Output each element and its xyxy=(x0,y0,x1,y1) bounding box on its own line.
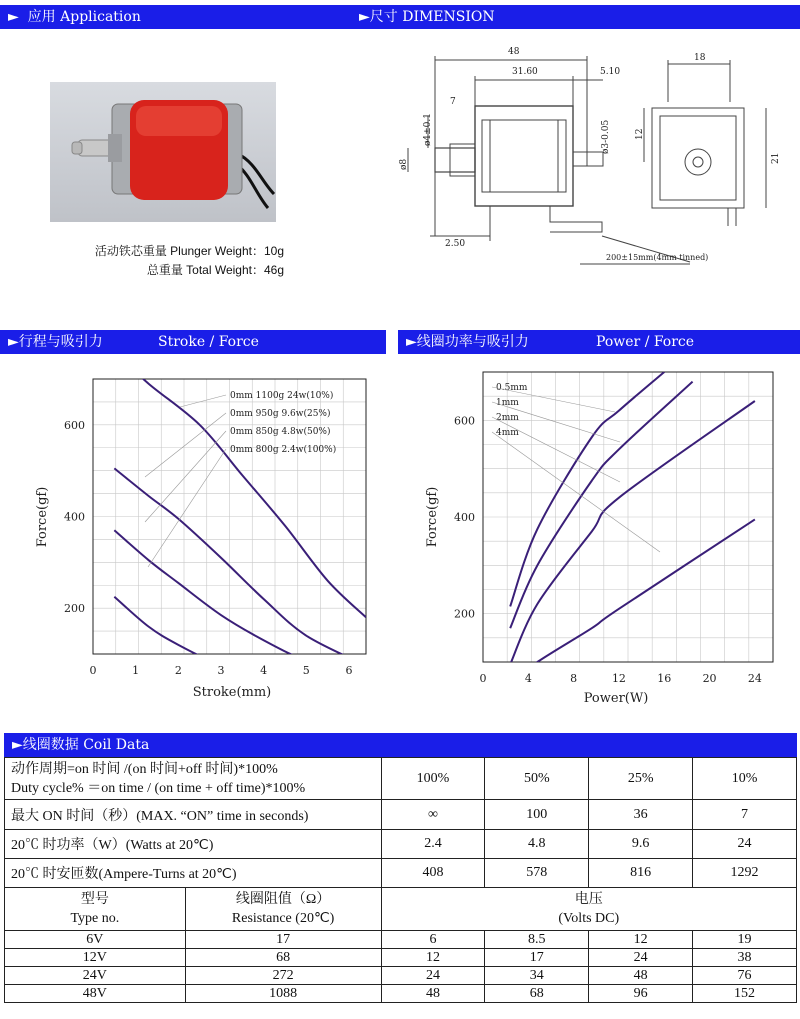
table-cell: 2.4 xyxy=(381,830,485,859)
power-force-grid xyxy=(483,372,773,662)
table-row xyxy=(5,931,797,949)
table-cell: 4.8 xyxy=(485,830,589,859)
x-tick-label: 2 xyxy=(174,664,182,677)
table-cell: 24 xyxy=(589,949,693,967)
stroke-force-grid xyxy=(93,379,366,654)
legend-entry-3: 0mm 850g 4.8w(50%) xyxy=(230,427,331,437)
power-force-header: ►线圈功率与吸引力 Power / Force xyxy=(398,330,800,354)
series-line-4 xyxy=(510,519,755,683)
stroke-force-xlabel: Stroke(mm) xyxy=(192,685,272,700)
table-cell: ∞ xyxy=(381,800,485,830)
dim-wire: 200±15mm(4mm tinned) xyxy=(606,253,709,262)
x-tick-label: 24 xyxy=(747,672,762,685)
table-cell: 10% xyxy=(693,758,797,800)
legend-entry-1: 0mm 1100g 24w(10%) xyxy=(230,391,334,401)
table-cell: 12 xyxy=(589,931,693,949)
legend-entry-2: 1mm xyxy=(496,398,519,408)
series-line-2 xyxy=(114,468,366,665)
table-row xyxy=(5,985,797,1003)
legend-leader-line xyxy=(492,432,660,552)
type-header-cn: 型号 xyxy=(80,892,109,907)
dimension-header: ►尺寸 DIMENSION xyxy=(351,5,800,29)
duty-cycle-row xyxy=(5,758,797,800)
x-tick-label: 8 xyxy=(570,672,578,685)
dim-31-60: 31.60 xyxy=(512,67,538,77)
table-row xyxy=(5,949,797,967)
dim-phi3: ø3-0.05 xyxy=(601,119,611,154)
table-cell: 1292 xyxy=(693,859,797,888)
y-tick-label: 600 xyxy=(64,418,85,432)
legend-leader-line xyxy=(180,395,226,407)
table-cell: 408 xyxy=(381,859,485,888)
table-cell: 68 xyxy=(485,985,589,1003)
stroke-force-header: ►行程与吸引力 Stroke / Force xyxy=(0,330,386,354)
table-cell: 25% xyxy=(589,758,693,800)
solenoid-illustration xyxy=(50,82,276,222)
table-cell: 17 xyxy=(485,949,589,967)
y-tick-label: 200 xyxy=(454,607,475,621)
stroke-force-ylabel: Force(gf) xyxy=(35,486,50,548)
table-cell: 7 xyxy=(693,800,797,830)
type-header-en: Type no. xyxy=(70,911,120,926)
table-cell: 578 xyxy=(485,859,589,888)
table-cell: 12V xyxy=(5,949,186,967)
dim-phi4: ø4±0.1 xyxy=(423,113,433,146)
resistance-header-cn: 线圈阻值（Ω） xyxy=(235,892,331,907)
weights-block xyxy=(40,242,284,280)
coil-data-header: ►线圈数据 Coil Data xyxy=(4,733,797,757)
table-cell: 272 xyxy=(185,967,381,985)
table-cell: 152 xyxy=(693,985,797,1003)
x-tick-label: 4 xyxy=(524,672,532,685)
table-cell: 6 xyxy=(381,931,485,949)
dim-phi8: ø8 xyxy=(399,158,409,170)
dim-48: 48 xyxy=(508,47,520,57)
table-row xyxy=(5,967,797,985)
coil-data-table xyxy=(4,757,797,1003)
dim-12: 12 xyxy=(635,128,645,140)
power-force-chart xyxy=(410,362,790,712)
legend-leader-line xyxy=(148,449,226,567)
x-tick-label: 20 xyxy=(702,672,717,685)
voltage-header-cn: 电压 xyxy=(574,892,603,907)
table-cell: 68 xyxy=(185,949,381,967)
application-header: ► 应用 Application xyxy=(0,5,386,29)
table-cell: 19 xyxy=(693,931,797,949)
legend-entry-3: 2mm xyxy=(496,413,519,423)
x-tick-label: 5 xyxy=(302,664,310,677)
power-force-ylabel: Force(gf) xyxy=(425,486,440,548)
table-cell: 1088 xyxy=(185,985,381,1003)
series-line-3 xyxy=(114,530,366,681)
x-tick-label: 0 xyxy=(479,672,487,685)
dim-18: 18 xyxy=(694,53,706,63)
duty-cycle-label-en: Duty cycle% ＝on time / (on time + off time)*100% xyxy=(11,780,306,796)
x-tick-label: 0 xyxy=(89,664,97,677)
resistance-header-en: Resistance (20℃) xyxy=(231,911,335,926)
legend-entry-4: 0mm 800g 2.4w(100%) xyxy=(230,445,337,455)
max-on-time-row xyxy=(5,800,797,830)
table-cell: 48 xyxy=(381,985,485,1003)
table-cell: 6V xyxy=(5,931,186,949)
dim-5-10: 5.10 xyxy=(600,67,621,77)
watts-row xyxy=(5,830,797,859)
stroke-force-chart xyxy=(20,362,380,712)
x-tick-label: 3 xyxy=(217,664,225,677)
product-photo xyxy=(50,82,276,222)
table-cell: 17 xyxy=(185,931,381,949)
table-cell: 34 xyxy=(485,967,589,985)
series-line-2 xyxy=(510,382,692,628)
table-cell: 9.6 xyxy=(589,830,693,859)
dimension-drawing xyxy=(390,36,795,276)
total-weight: 总重量 Total Weight：46g xyxy=(146,263,284,277)
x-tick-label: 1 xyxy=(132,664,140,677)
watts-label: 20℃ 时功率（W）(Watts at 20℃) xyxy=(5,830,382,859)
table-cell: 76 xyxy=(693,967,797,985)
table-cell: 50% xyxy=(485,758,589,800)
table-cell: 816 xyxy=(589,859,693,888)
table-cell: 24 xyxy=(381,967,485,985)
dim-2-50: 2.50 xyxy=(445,239,466,249)
legend-entry-4: 4mm xyxy=(496,428,519,438)
table-cell: 8.5 xyxy=(485,931,589,949)
y-tick-label: 200 xyxy=(64,602,85,616)
ampere-turns-label: 20℃ 时安匝数(Ampere-Turns at 20℃) xyxy=(5,859,382,888)
power-force-xlabel: Power(W) xyxy=(583,691,649,706)
table-cell: 100% xyxy=(381,758,485,800)
power-force-header-en: Power / Force xyxy=(596,334,695,350)
dim-7: 7 xyxy=(450,97,456,107)
max-on-time-label: 最大 ON 时间（秒）(MAX. “ON” time in seconds) xyxy=(5,800,382,830)
x-tick-label: 12 xyxy=(611,672,626,685)
table-cell: 24 xyxy=(693,830,797,859)
y-tick-label: 400 xyxy=(454,511,475,524)
y-tick-label: 600 xyxy=(454,414,475,428)
dim-21: 21 xyxy=(771,152,781,164)
table-cell: 38 xyxy=(693,949,797,967)
table-cell: 96 xyxy=(589,985,693,1003)
table-cell: 100 xyxy=(485,800,589,830)
x-tick-label: 4 xyxy=(260,664,268,677)
table-cell: 48 xyxy=(589,967,693,985)
table-cell: 24V xyxy=(5,967,186,985)
x-tick-label: 16 xyxy=(657,672,672,685)
table-cell: 48V xyxy=(5,985,186,1003)
voltage-header-en: (Volts DC) xyxy=(558,911,620,926)
plunger-weight: 活动铁芯重量 Plunger Weight：10g xyxy=(94,244,284,258)
stroke-force-header-en: Stroke / Force xyxy=(158,334,259,350)
legend-entry-2: 0mm 950g 9.6w(25%) xyxy=(230,409,331,419)
table-cell: 36 xyxy=(589,800,693,830)
duty-cycle-label-cn: 动作周期=on 时间 /(on 时间+off 时间)*100% xyxy=(11,761,278,777)
legend-entry-1: 0.5mm xyxy=(496,383,528,393)
type-header-row xyxy=(5,888,797,931)
ampere-turns-row xyxy=(5,859,797,888)
x-tick-label: 6 xyxy=(345,664,353,677)
y-tick-label: 400 xyxy=(64,510,85,524)
table-cell: 12 xyxy=(381,949,485,967)
